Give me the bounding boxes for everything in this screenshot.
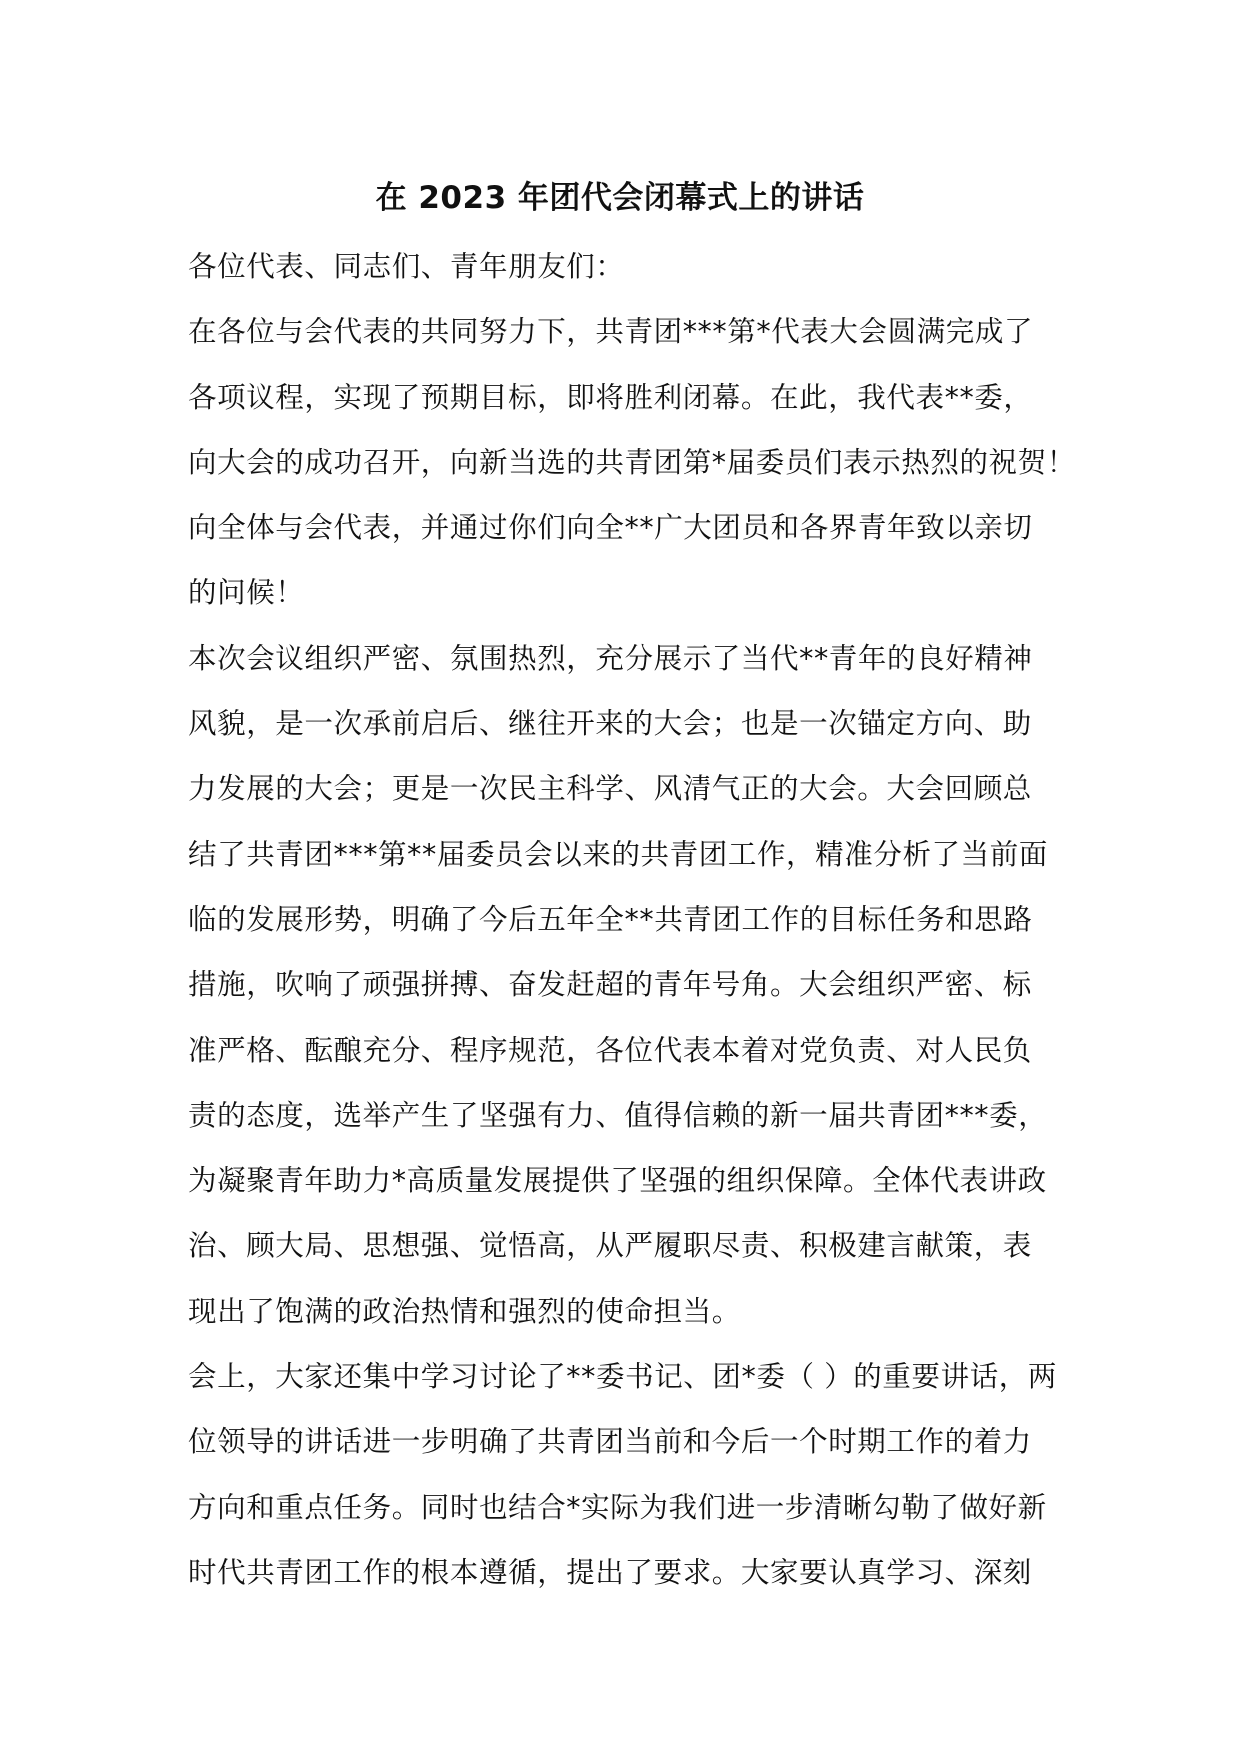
text-line: 向全体与会代表，并通过你们向全**广大团员和各界青年致以亲切 [188,511,1033,545]
text-line: 责的态度，选举产生了坚强有力、值得信赖的新一届共青团***委， [188,1098,1048,1132]
page-title: 在 2023 年团代会闭幕式上的讲话 [375,180,865,216]
text-line: 各项议程，实现了预期目标，即将胜利闭幕。在此，我代表**委， [188,380,1033,414]
text-line: 结了共青团***第**届委员会以来的共青团工作，精准分析了当前面 [188,837,1048,871]
text-line: 临的发展形势，明确了今后五年全**共青团工作的目标任务和思路 [188,902,1033,936]
text-line: 方向和重点任务。同时也结合*实际为我们进一步清晰勾勒了做好新 [188,1490,1047,1524]
text-line: 治、顾大局、思想强、觉悟高，从严履职尽责、积极建言献策，表 [188,1229,1032,1263]
speech-body [188,234,1088,1605]
text-line: 在各位与会代表的共同努力下，共青团***第*代表大会圆满完成了 [188,315,1034,349]
text-line: 为凝聚青年助力*高质量发展提供了坚强的组织保障。全体代表讲政 [188,1164,1047,1198]
text-line: 准严格、酝酿充分、程序规范，各位代表本着对党负责、对人民负 [188,1033,1032,1067]
text-line: 力发展的大会；更是一次民主科学、风清气正的大会。大会回顾总 [188,772,1032,806]
text-line: 会上，大家还集中学习讨论了**委书记、团*委（ ）的重要讲话，两 [188,1360,1058,1394]
text-line: 的问候！ [188,576,305,610]
text-line: 本次会议组织严密、氛围热烈，充分展示了当代**青年的良好精神 [188,641,1033,675]
text-line: 风貌，是一次承前启后、继往开来的大会；也是一次锚定方向、助 [188,707,1032,741]
text-line-salutation: 各位代表、同志们、青年朋友们： [188,250,625,283]
text-line: 措施，吹响了顽强拼搏、奋发赶超的青年号角。大会组织严密、标 [188,968,1032,1002]
text-line: 现出了饱满的政治热情和强烈的使命担当。 [188,1294,741,1328]
text-line: 时代共青团工作的根本遵循，提出了要求。大家要认真学习、深刻 [188,1555,1032,1589]
text-line: 位领导的讲话进一步明确了共青团当前和今后一个时期工作的着力 [188,1425,1032,1459]
text-line: 向大会的成功召开，向新当选的共青团第*届委员们表示热烈的祝贺！ [188,445,1076,479]
